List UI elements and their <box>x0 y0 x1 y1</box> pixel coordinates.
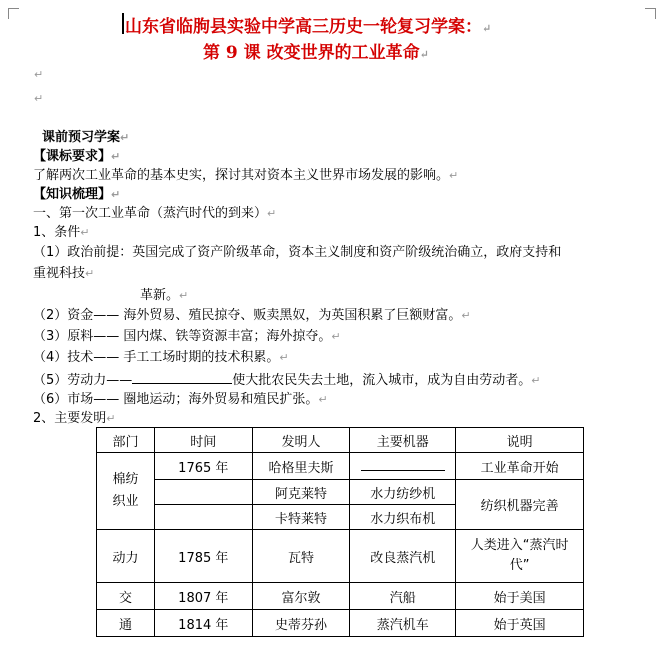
header-cell: 发明人 <box>252 428 350 453</box>
dept-power: 动力 <box>97 530 155 583</box>
cell-inventor: 富尔敦 <box>252 583 350 610</box>
cell-time <box>154 505 252 530</box>
condition-1-end: 革新。↵ <box>140 288 189 303</box>
fill-in-blank[interactable] <box>132 371 232 384</box>
header-cell: 主要机器 <box>350 428 456 453</box>
inventions-table <box>96 427 584 637</box>
cell-inventor: 卡特莱特 <box>252 505 350 530</box>
cell-time: 1785 年 <box>154 530 252 583</box>
dept-transport: 交 <box>97 583 155 610</box>
cell-machine: 水力织布机 <box>350 505 456 530</box>
section-preview: 课前预习学案↵ <box>42 130 130 145</box>
condition-3: （3）原料—— 国内煤、铁等资源丰富；海外掠夺。↵ <box>33 329 341 344</box>
cell-time <box>154 480 252 505</box>
dept-textile: 棉纺织业 <box>97 453 155 530</box>
cell-machine: 改良蒸汽机 <box>350 530 456 583</box>
cell-time: 1807 年 <box>154 583 252 610</box>
cell-machine <box>350 453 456 480</box>
table-row <box>97 530 584 583</box>
header-cell: 时间 <box>154 428 252 453</box>
condition-1: （1）政治前提：英国完成了资产阶级革命，资本主义制度和资产阶级统治确立，政府支持和 <box>33 245 562 260</box>
cell-note: 始于英国 <box>456 610 584 637</box>
page-corner-mark <box>645 8 656 19</box>
header-cell: 部门 <box>97 428 155 453</box>
empty-paragraph-mark: ↵ <box>34 68 44 81</box>
table-row <box>97 480 584 505</box>
inventions-heading: 2、主要发明↵ <box>33 411 116 426</box>
table-row <box>97 583 584 610</box>
cell-machine: 水力纺纱机 <box>350 480 456 505</box>
table-row <box>97 610 584 637</box>
cell-inventor: 哈格里夫斯 <box>252 453 350 480</box>
part1-heading: 一、第一次工业革命（蒸汽时代的到来）↵ <box>33 206 277 221</box>
text-cursor <box>122 13 124 34</box>
cell-inventor: 史蒂芬孙 <box>252 610 350 637</box>
condition-1-cont: 重视科技↵ <box>33 266 95 281</box>
title-line-2: 第 9 课 改变世界的工业革命↵ <box>203 43 429 63</box>
cell-time: 1814 年 <box>154 610 252 637</box>
fill-in-blank[interactable] <box>361 458 445 471</box>
dept-transport: 通 <box>97 610 155 637</box>
heading-standard: 【课标要求】↵ <box>33 149 121 164</box>
cell-note: 纺织机器完善 <box>456 480 584 530</box>
heading-knowledge: 【知识梳理】↵ <box>33 187 121 202</box>
cell-inventor: 阿克莱特 <box>252 480 350 505</box>
table-header-row <box>97 428 584 453</box>
cell-machine: 蒸汽机车 <box>350 610 456 637</box>
header-cell: 说明 <box>456 428 584 453</box>
cell-note: 人类进入“蒸汽时代” <box>456 530 584 583</box>
empty-paragraph-mark: ↵ <box>34 92 44 105</box>
page-corner-mark <box>8 8 19 19</box>
condition-6: （6）市场—— 圈地运动；海外贸易和殖民扩张。↵ <box>33 392 328 407</box>
condition-4: （4）技术—— 手工工场时期的技术积累。↵ <box>33 350 289 365</box>
condition-2: （2）资金—— 海外贸易、殖民掠夺、贩卖黑奴，为英国积累了巨额财富。↵ <box>33 308 471 323</box>
cell-inventor: 瓦特 <box>252 530 350 583</box>
title-line-1: 山东省临朐县实验中学高三历史一轮复习学案：↵ <box>125 17 492 37</box>
standard-text: 了解两次工业革命的基本史实，探讨其对资本主义世界市场发展的影响。↵ <box>33 168 459 183</box>
cell-note: 工业革命开始 <box>456 453 584 480</box>
cell-machine: 汽船 <box>350 583 456 610</box>
conditions-heading: 1、条件↵ <box>33 225 90 240</box>
condition-5: （5）劳动力—— 使大批农民失去土地，流入城市，成为自由劳动者。↵ <box>33 373 541 388</box>
cell-note: 始于美国 <box>456 583 584 610</box>
cell-time: 1765 年 <box>154 453 252 480</box>
table-row <box>97 453 584 480</box>
